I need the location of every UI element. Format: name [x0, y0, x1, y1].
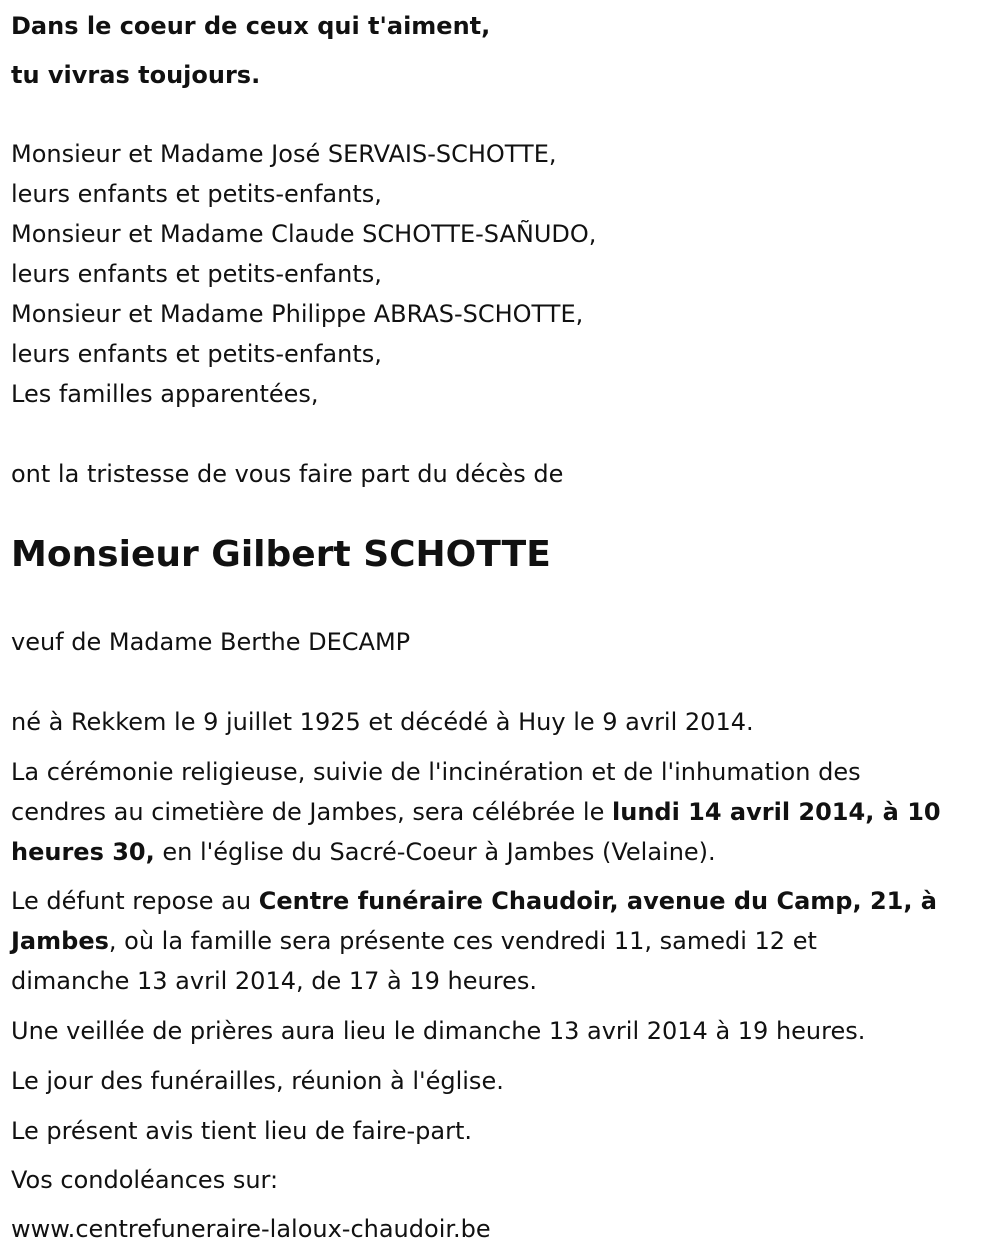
rest-line-3: dimanche 13 avril 2014, de 17 à 19 heures. — [11, 967, 537, 995]
family-line-7: Les familles apparentées, — [11, 380, 319, 408]
vigil-text: Une veillée de prières aura lieu le dimanche 13 avril 2014 à 19 heures. — [11, 1017, 866, 1045]
rest-text: Le défunt repose au — [11, 887, 259, 915]
ceremony-line-3 — [11, 838, 716, 866]
ceremony-line-2 — [11, 798, 941, 826]
widower-text: veuf de Madame Berthe DECAMP — [11, 628, 411, 656]
rest-line-2 — [11, 927, 817, 955]
funeral-day-text: Le jour des funérailles, réunion à l'église. — [11, 1067, 504, 1095]
ceremony-line-1: La cérémonie religieuse, suivie de l'incinération et de l'inhumation des — [11, 758, 861, 786]
epigraph-line-2: tu vivras toujours. — [11, 61, 261, 89]
rest-location-city: Jambes — [11, 927, 109, 955]
ceremony-time: heures 30, — [11, 838, 155, 866]
ceremony-place: en l'église du Sacré-Coeur à Jambes (Velaine). — [154, 838, 716, 866]
rest-visiting: , où la famille sera présente ces vendredi 11, samedi 12 et — [108, 927, 817, 955]
deceased-name: Monsieur Gilbert SCHOTTE — [11, 534, 551, 575]
rest-line-1 — [11, 887, 937, 915]
condolences-label: Vos condoléances sur: — [11, 1166, 279, 1194]
epigraph-line-1: Dans le coeur de ceux qui t'aiment, — [11, 12, 491, 40]
family-line-6: leurs enfants et petits-enfants, — [11, 340, 382, 368]
family-line-2: leurs enfants et petits-enfants, — [11, 180, 382, 208]
website-link[interactable]: www.centrefuneraire-laloux-chaudoir.be — [11, 1215, 491, 1243]
ceremony-text: cendres au cimetière de Jambes, sera célébrée le — [11, 798, 612, 826]
family-line-1: Monsieur et Madame José SERVAIS-SCHOTTE, — [11, 140, 557, 168]
family-line-5: Monsieur et Madame Philippe ABRAS-SCHOTTE, — [11, 300, 584, 328]
rest-location: Centre funéraire Chaudoir, avenue du Camp, 21, à — [258, 887, 938, 915]
family-line-4: leurs enfants et petits-enfants, — [11, 260, 382, 288]
family-line-3: Monsieur et Madame Claude SCHOTTE-SAÑUDO, — [11, 220, 597, 248]
notice-text: Le présent avis tient lieu de faire-part. — [11, 1117, 473, 1145]
announcement-text: ont la tristesse de vous faire part du décès de — [11, 460, 564, 488]
birth-death-text: né à Rekkem le 9 juillet 1925 et décédé à Huy le 9 avril 2014. — [11, 708, 754, 736]
ceremony-date: lundi 14 avril 2014, à 10 — [612, 798, 941, 826]
